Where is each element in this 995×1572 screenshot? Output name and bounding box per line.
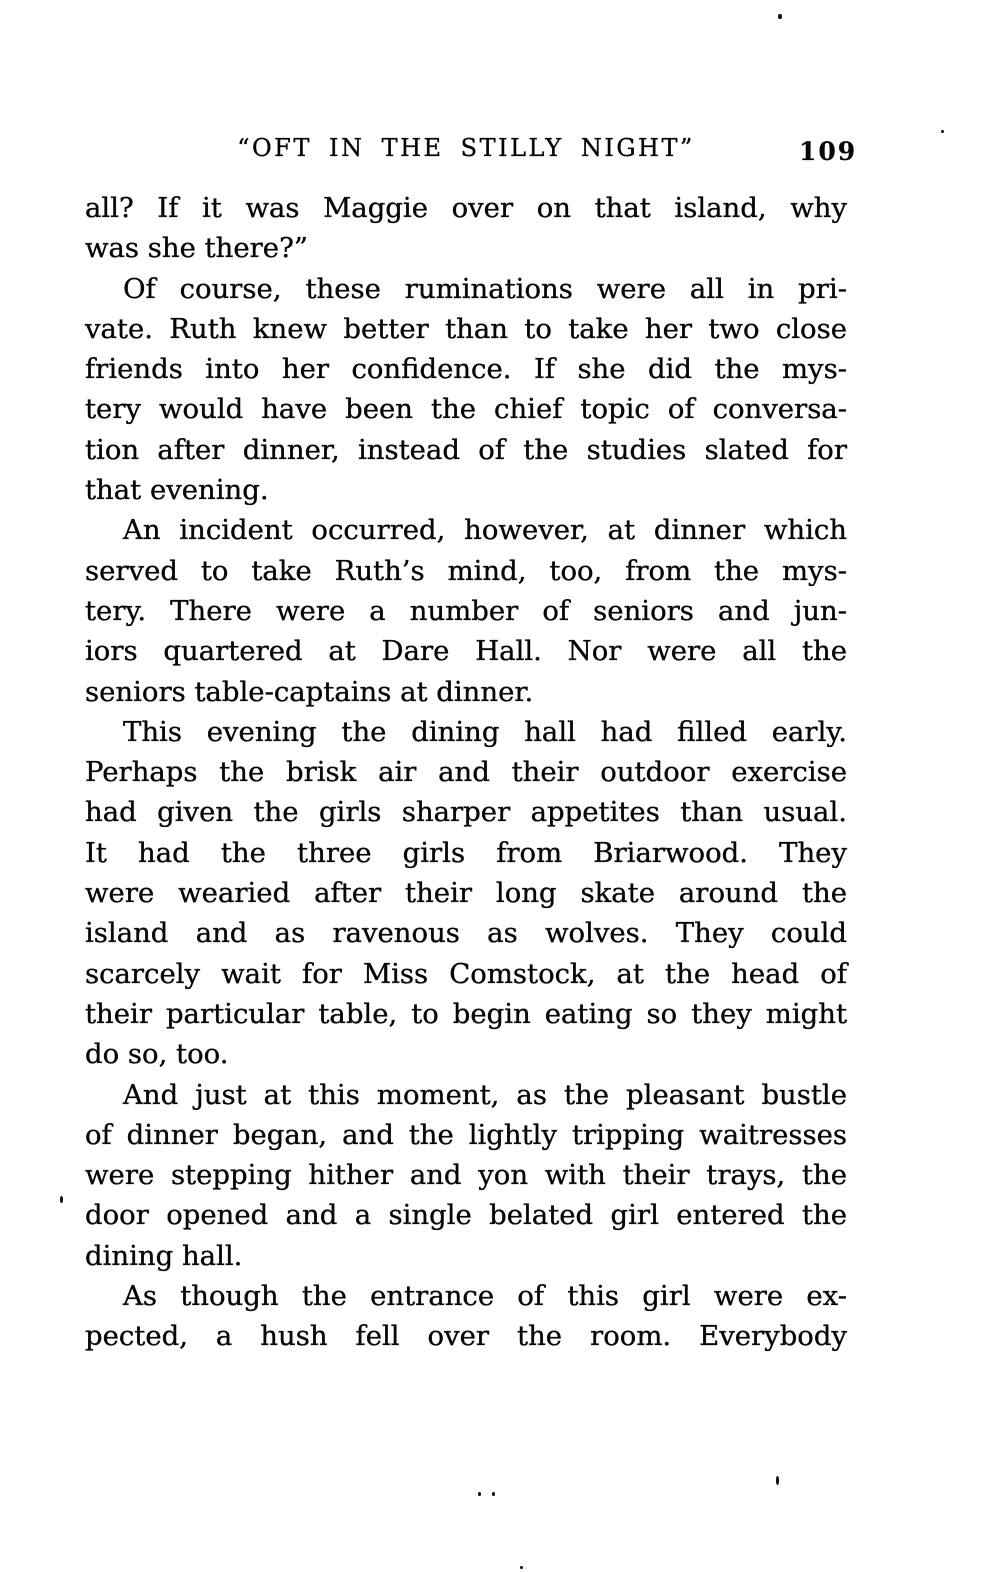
text-line: This evening the dining hall had filled early.: [123, 715, 847, 748]
scan-speck: [478, 1492, 481, 1496]
text-line: tery. There were a number of seniors and jun-: [85, 594, 847, 627]
text-line: do so, too.: [85, 1038, 229, 1071]
running-head: [85, 131, 858, 166]
paragraph: [85, 269, 847, 511]
text-line: tion after dinner, instead of the studies slated for: [85, 433, 847, 466]
text-block: [85, 188, 847, 1357]
text-line: pected, a hush fell over the room. Everybody: [85, 1320, 847, 1353]
scan-speck: [60, 1196, 63, 1203]
text-line: were stepping hither and yon with their trays, the: [85, 1159, 847, 1192]
paragraph: [85, 1276, 847, 1357]
text-line: tery would have been the chief topic of conversa-: [85, 393, 847, 426]
paragraph: [85, 188, 847, 269]
text-line: of dinner began, and the lightly tripping waitresses: [85, 1118, 847, 1151]
text-line: friends into her confidence. If she did the mys-: [85, 353, 847, 386]
text-line: their particular table, to begin eating so they might: [85, 997, 847, 1030]
page-number: 109: [799, 137, 858, 166]
text-line: An incident occurred, however, at dinner which: [123, 514, 847, 547]
running-head-title: “OFT IN THE STILLY NIGHT”: [237, 134, 695, 162]
text-line: seniors table-captains at dinner.: [85, 675, 534, 708]
text-line: served to take Ruth’s mind, too, from the mys-: [85, 554, 847, 587]
text-line: was she there?”: [85, 232, 308, 265]
text-line: dining hall.: [85, 1239, 243, 1272]
scan-speck: [778, 14, 782, 19]
paragraph: [85, 712, 847, 1075]
text-line: As though the entrance of this girl were ex-: [123, 1280, 847, 1313]
scan-speck: [776, 1476, 779, 1485]
text-line: vate. Ruth knew better than to take her two close: [85, 312, 847, 345]
scan-speck: [520, 1566, 523, 1569]
text-line: that evening.: [85, 474, 269, 507]
text-line: door opened and a single belated girl entered the: [85, 1199, 847, 1232]
text-line: It had the three girls from Briarwood. They: [85, 836, 847, 869]
text-line: island and as ravenous as wolves. They could: [85, 917, 847, 950]
scan-speck: [941, 130, 944, 133]
text-line: iors quartered at Dare Hall. Nor were all the: [85, 635, 847, 668]
text-line: Of course, these ruminations were all in pri-: [123, 272, 847, 305]
text-line: And just at this moment, as the pleasant bustle: [123, 1078, 847, 1111]
text-line: were wearied after their long skate around the: [85, 877, 847, 910]
paragraph: [85, 510, 847, 711]
scan-speck: [492, 1492, 495, 1496]
text-line: scarcely wait for Miss Comstock, at the head of: [85, 957, 847, 990]
text-line: Perhaps the brisk air and their outdoor exercise: [85, 756, 847, 789]
paragraph: [85, 1075, 847, 1276]
text-line: all? If it was Maggie over on that island, why: [85, 192, 847, 224]
text-line: had given the girls sharper appetites than usual.: [85, 796, 847, 829]
